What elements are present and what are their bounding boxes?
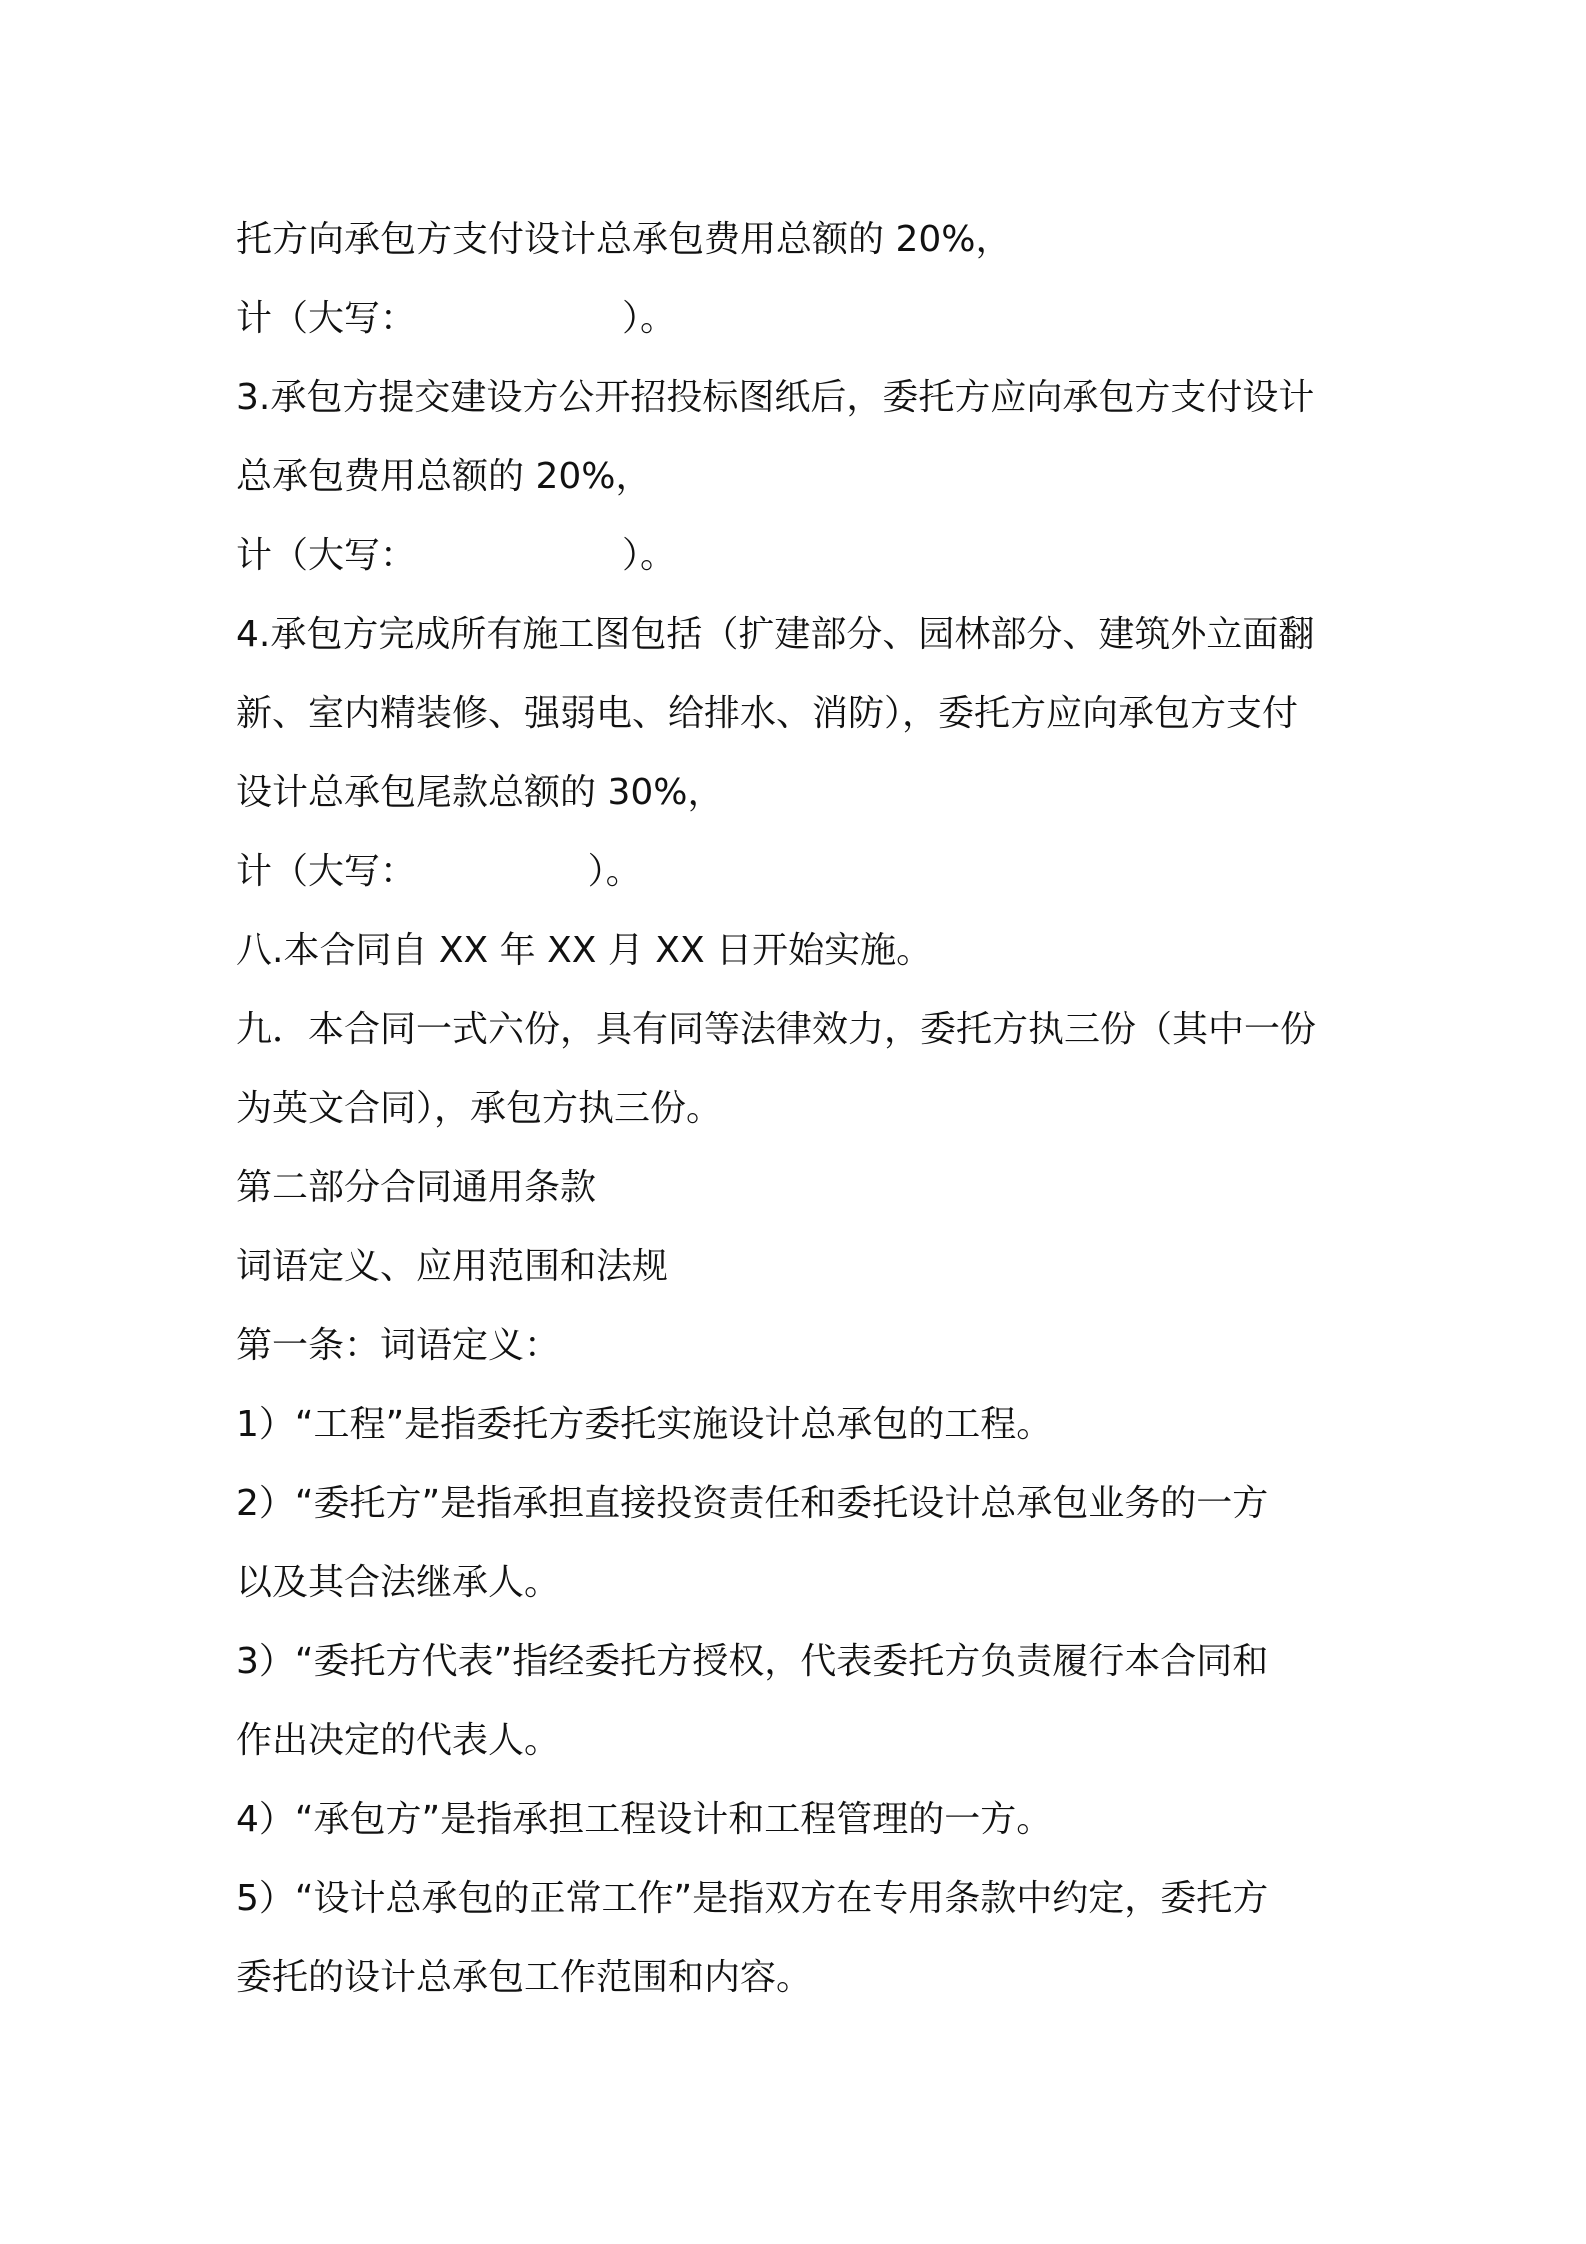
section-heading: 第二部分合同通用条款 (236, 1167, 597, 1208)
text-line: 1）“工程”是指委托方委托实施设计总承包的工程。 (236, 1404, 1053, 1445)
text-line: 3.承包方提交建设方公开招投标图纸后，委托方应向承包方支付设计 (236, 377, 1315, 418)
text-line: 计（大写： ）。 (236, 851, 642, 892)
text-line: 设计总承包尾款总额的 30%， (236, 772, 724, 813)
text-line: 第一条：词语定义： (236, 1325, 561, 1366)
text-line: 九．本合同一式六份，具有同等法律效力，委托方执三份（其中一份 (236, 1009, 1317, 1050)
text-line: 计（大写： ）。 (236, 298, 676, 339)
text-line: 八.本合同自 XX 年 XX 月 XX 日开始实施。 (236, 930, 933, 971)
text-line: 为英文合同），承包方执三份。 (236, 1088, 723, 1129)
text-line: 词语定义、应用范围和法规 (236, 1246, 669, 1287)
text-line: 4.承包方完成所有施工图包括（扩建部分、园林部分、建筑外立面翻 (236, 614, 1315, 655)
text-line: 新、室内精装修、强弱电、给排水、消防），委托方应向承包方支付 (236, 693, 1299, 734)
text-line: 计（大写： ）。 (236, 535, 676, 576)
text-line: 3）“委托方代表”指经委托方授权，代表委托方负责履行本合同和 (236, 1641, 1269, 1682)
text-line: 5）“设计总承包的正常工作”是指双方在专用条款中约定，委托方 (236, 1878, 1269, 1919)
text-line: 托方向承包方支付设计总承包费用总额的 20%， (236, 219, 1012, 260)
document-body (236, 200, 1366, 2017)
text-line: 委托的设计总承包工作范围和内容。 (236, 1957, 813, 1998)
text-line: 以及其合法继承人。 (236, 1562, 561, 1603)
text-line: 总承包费用总额的 20%， (236, 456, 652, 497)
text-line: 作出决定的代表人。 (236, 1720, 561, 1761)
text-line: 2）“委托方”是指承担直接投资责任和委托设计总承包业务的一方 (236, 1483, 1269, 1524)
text-line: 4）“承包方”是指承担工程设计和工程管理的一方。 (236, 1799, 1053, 1840)
